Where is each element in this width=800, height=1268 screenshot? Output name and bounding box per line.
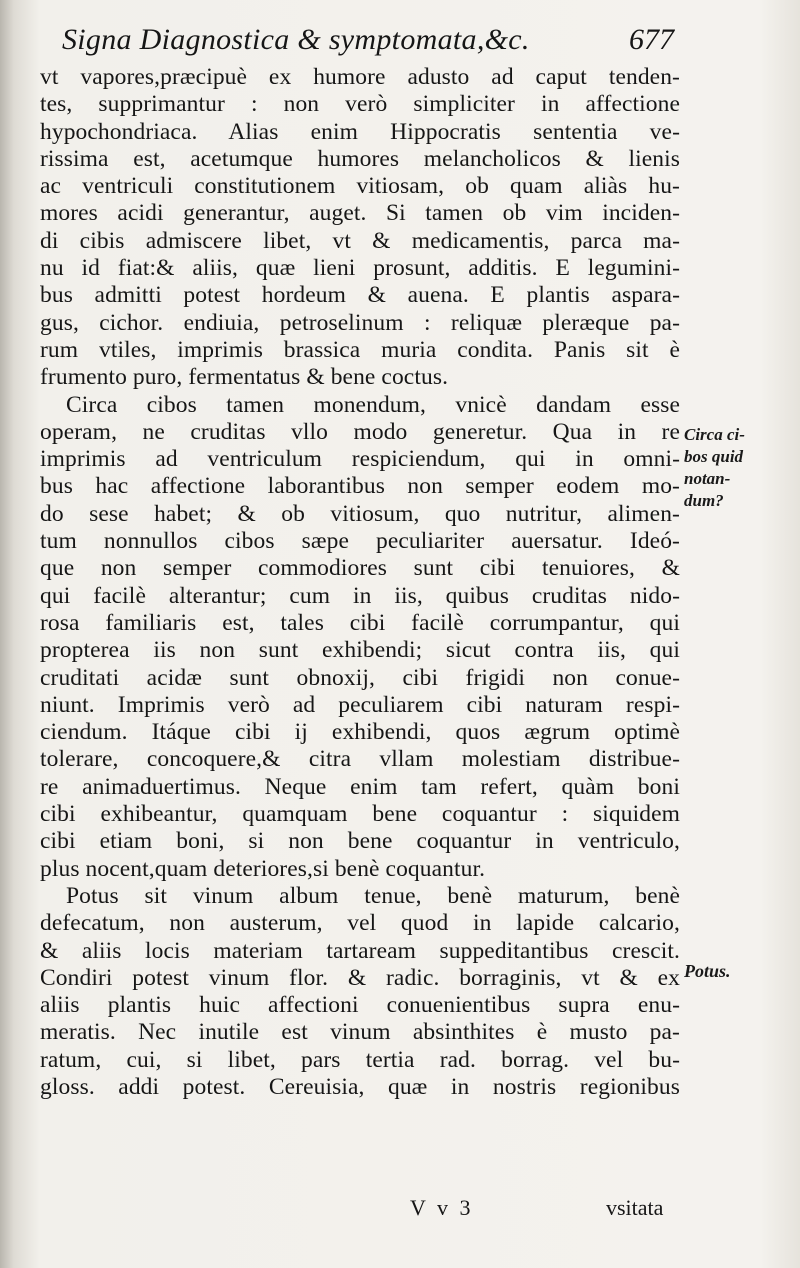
text-line: Condiri potest vinum flor. & radic. borraginis, vt & ex (40, 964, 680, 991)
text-line: nu id fiat:& aliis, quæ lieni prosunt, additis. E legumini- (40, 255, 680, 282)
text-line: mores acidi generantur, auget. Si tamen ob vim inciden- (40, 200, 680, 227)
text-line: gloss. addi potest. Cereuisia, quæ in nostris regionibus (40, 1073, 680, 1100)
margin-note-potus: Potus. (684, 961, 731, 981)
page-number: 677 (629, 23, 674, 56)
text-line: cibi exhibeantur, quamquam bene coquantur : siquidem (40, 801, 680, 828)
signature-mark: V v 3 (410, 1195, 474, 1220)
text-line: rum vtiles, imprimis brassica muria condita. Panis sit è (40, 336, 680, 363)
text-line: re animaduertimus. Neque enim tam refert, quàm boni (40, 773, 680, 800)
paragraph-3 (40, 883, 680, 1101)
text-line: cruditati acidæ sunt obnoxij, cibi frigidi non conue- (40, 664, 680, 691)
catchword: vsitata (606, 1195, 664, 1220)
text-line: meratis. Nec inutile est vinum absinthites è musto pa- (40, 1019, 680, 1046)
text-line: bus hac affectione laborantibus non semper eodem mo- (40, 473, 680, 500)
text-line: tes, supprimantur : non verò simpliciter in affectione (40, 91, 680, 118)
text-line: ciendum. Itáque cibi ij exhibendi, quos ægrum optimè (40, 719, 680, 746)
margin-note-line: bos quid (684, 447, 744, 466)
text-line: cibi etiam boni, si non bene coquantur in ventriculo, (40, 828, 680, 855)
text-line: defecatum, non austerum, vel quod in lapide calcario, (40, 910, 680, 937)
text-line: rissima est, acetumque humores melancholicos & lienis (40, 145, 680, 172)
text-line: ratum, cui, si libet, pars tertia rad. borrag. vel bu- (40, 1046, 680, 1073)
text-line: frumento puro, fermentatus & bene coctus. (40, 364, 449, 391)
text-line: Potus sit vinum album tenue, benè maturum, benè (66, 882, 680, 909)
paragraph-1 (40, 64, 680, 392)
margin-note-circa (684, 424, 745, 512)
text-line: rosa familiaris est, tales cibi facilè corrumpantur, qui (40, 609, 680, 636)
page-header (62, 18, 674, 62)
text-line: tolerare, concoquere,& citra vllam molestiam distribue- (40, 746, 680, 773)
text-line: gus, cichor. endiuia, petroselinum : reliquæ pleræque pa- (40, 309, 680, 336)
margin-note-line: notan- (684, 469, 731, 488)
margin-note-line: dum? (684, 491, 724, 510)
text-line: niunt. Imprimis verò ad peculiarem cibi naturam respi- (40, 691, 680, 718)
page-footer (0, 1194, 800, 1224)
text-line: ac ventriculi constitutionem vitiosam, ob quam aliàs hu- (40, 173, 680, 200)
text-line: aliis plantis huic affectioni conuenientibus supra enu- (40, 992, 680, 1019)
text-line: operam, ne cruditas vllo modo generetur. Qua in re (40, 418, 680, 445)
paragraph-2 (40, 392, 680, 883)
text-line: di cibis admiscere libet, vt & medicamentis, parca ma- (40, 227, 680, 254)
text-line: do sese habet; & ob vitiosum, quo nutritur, alimen- (40, 500, 680, 527)
text-line: Circa cibos tamen monendum, vnicè dandam esse (66, 391, 680, 418)
text-line: bus admitti potest hordeum & auena. E plantis aspara- (40, 282, 680, 309)
text-line: tum nonnullos cibos sæpe peculiariter auersatur. Ideó- (40, 528, 680, 555)
margin-note-line: Circa ci- (684, 425, 745, 444)
text-line: vt vapores,præcipuè ex humore adusto ad caput tenden- (40, 64, 680, 90)
text-line: qui facilè alterantur; cum in iis, quibus cruditas nido- (40, 582, 680, 609)
text-line: imprimis ad ventriculum respiciendum, qui in omni- (40, 446, 680, 473)
text-line: propterea iis non sunt exhibendi; sicut contra iis, qui (40, 637, 680, 664)
text-line: plus nocent,quam deteriores,si benè coquantur. (40, 855, 486, 882)
text-line: & aliis locis materiam tartaream suppeditantibus crescit. (40, 937, 680, 964)
running-head: Signa Diagnostica & symptomata,&c. (62, 23, 530, 56)
body-text (40, 64, 680, 1101)
text-line: hypochondriaca. Alias enim Hippocratis sententia ve- (40, 118, 680, 145)
text-line: que non semper commodiores sunt cibi tenuiores, & (40, 555, 680, 582)
